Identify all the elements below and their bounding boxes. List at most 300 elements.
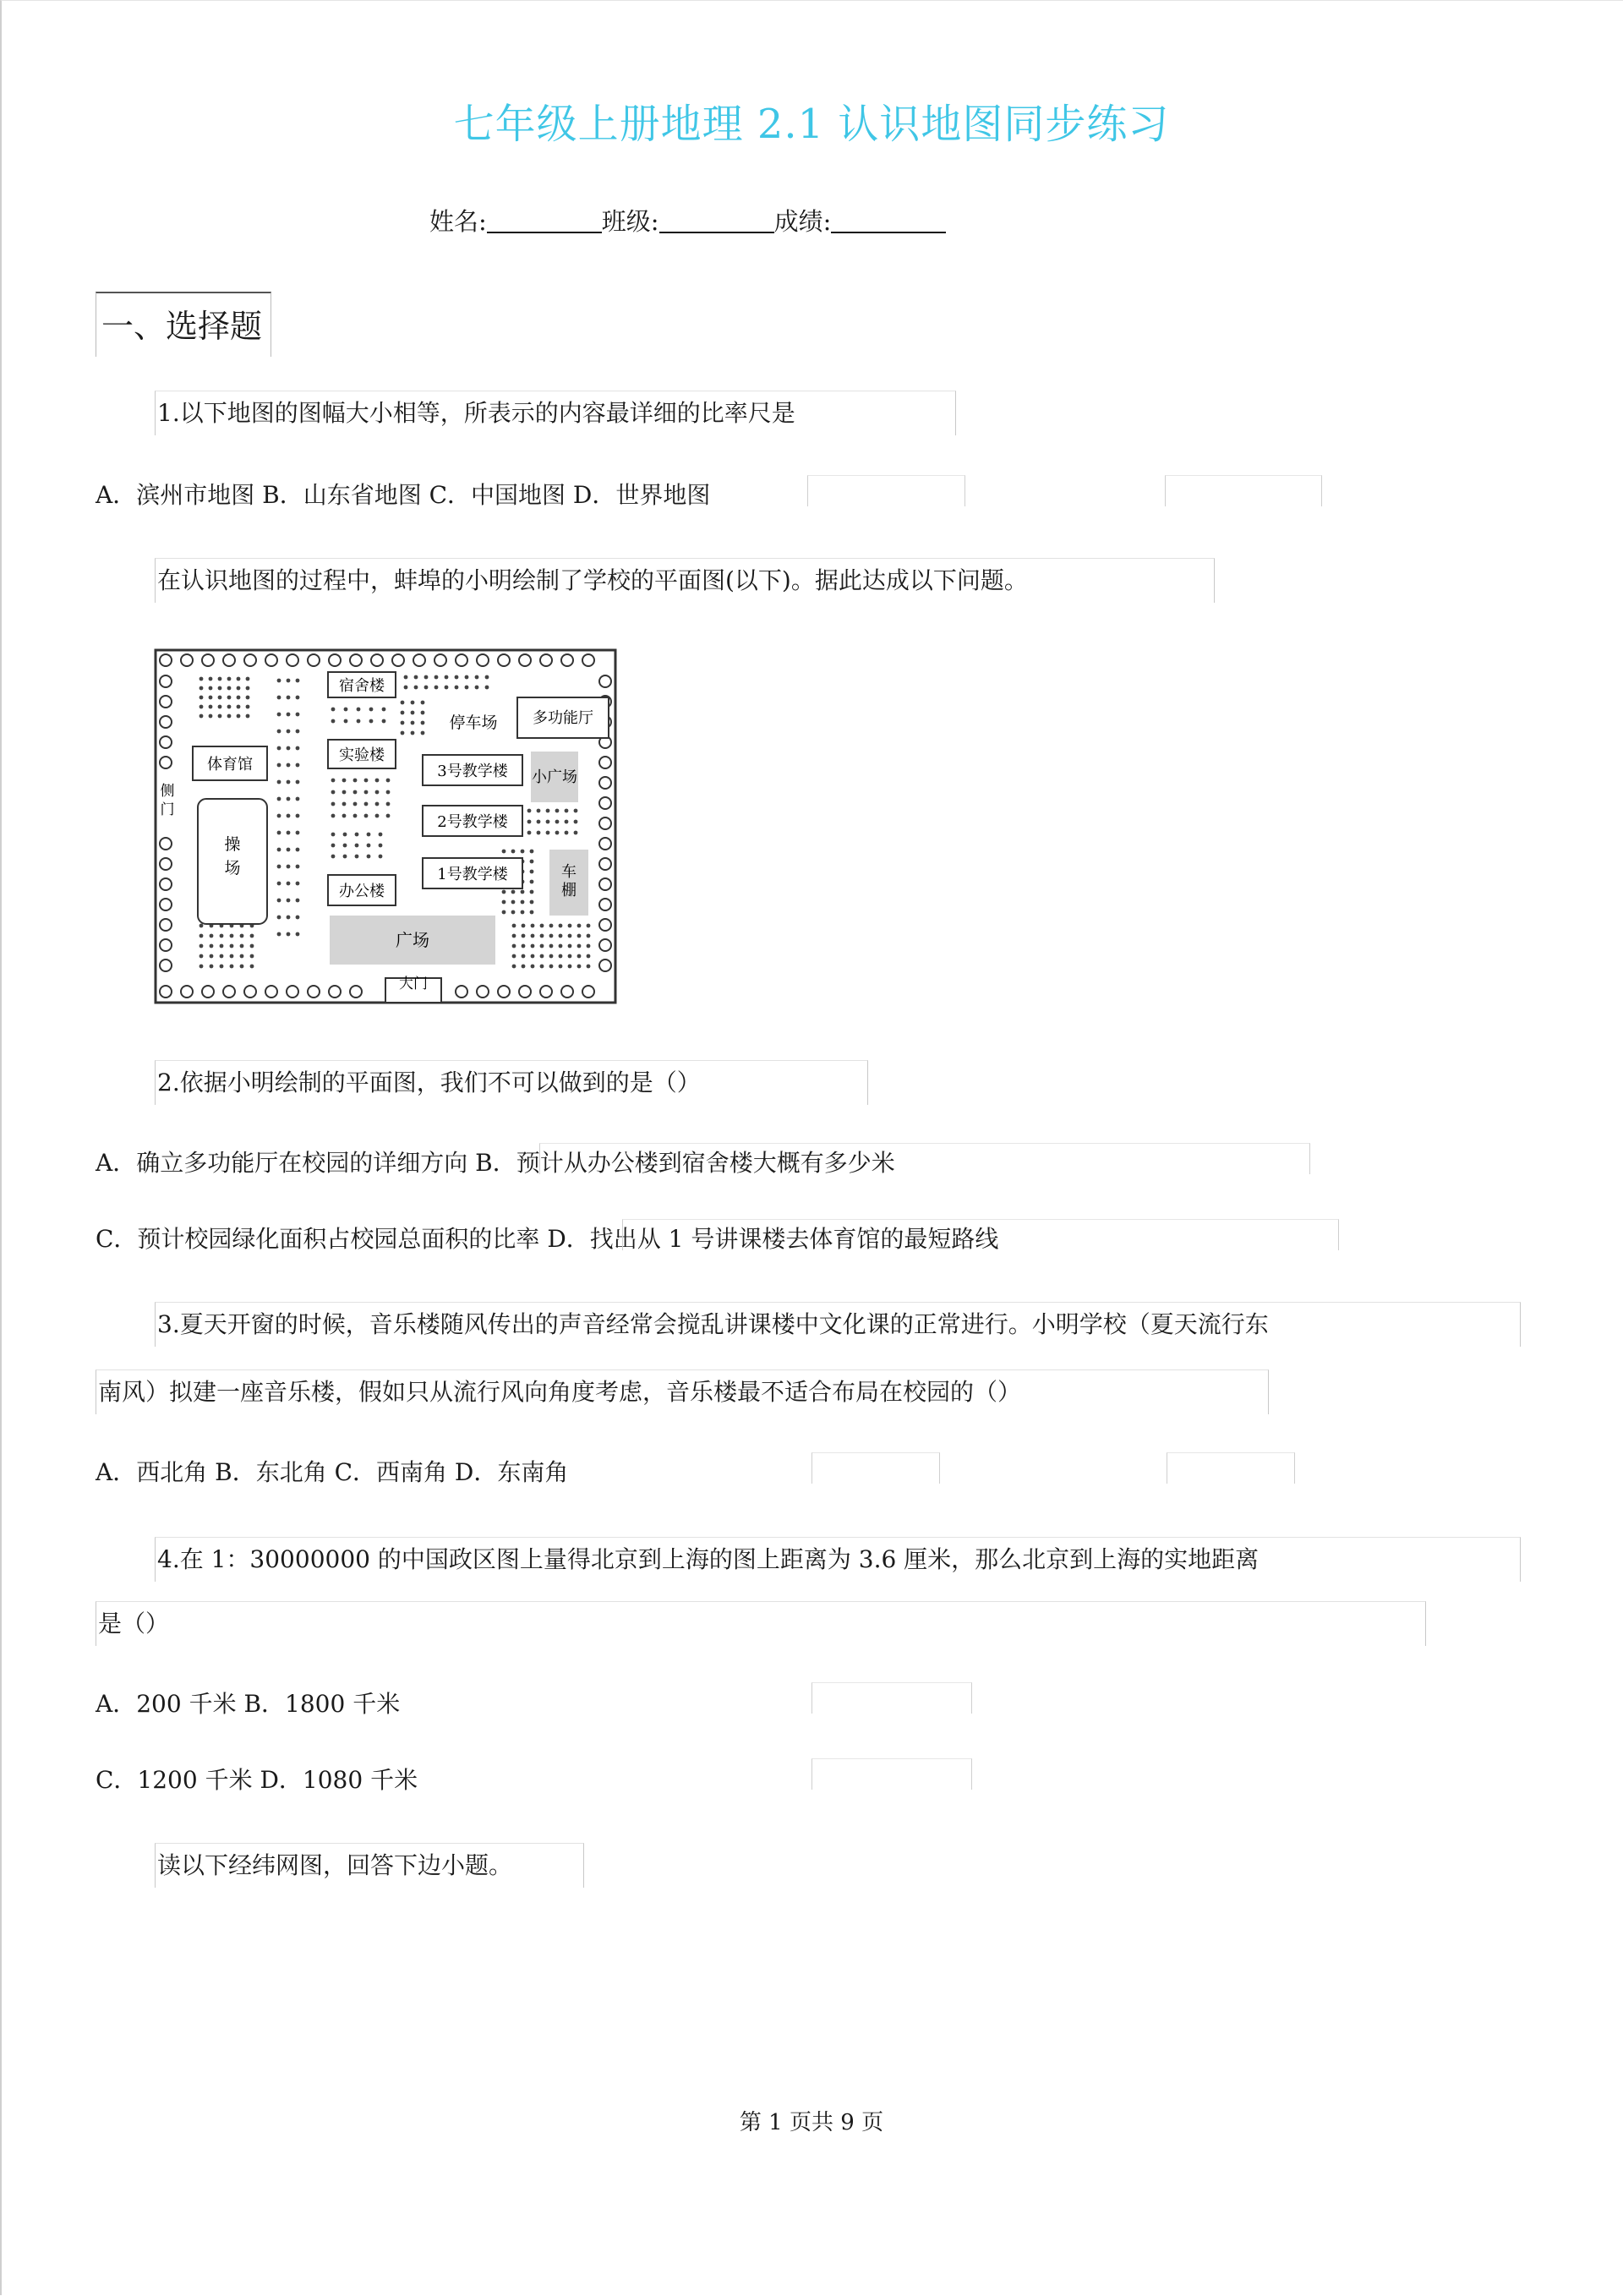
q4-options-cd: C．1200 千米 D．1080 千米: [96, 1766, 418, 1794]
shrub-dot: [531, 944, 535, 948]
shrub-dot: [220, 934, 224, 938]
tree-icon: [599, 939, 611, 951]
shrub-dot: [342, 779, 347, 783]
shrub-dot: [502, 910, 506, 915]
shrub-dot: [357, 719, 361, 724]
shrub-dot: [240, 965, 244, 969]
tree-icon: [434, 654, 446, 666]
shrub-dot: [218, 677, 222, 681]
shrub-dot: [369, 708, 374, 712]
shrub-dot: [424, 675, 429, 680]
shrub-dot: [379, 855, 383, 859]
tree-icon: [223, 986, 235, 998]
tree-icon: [582, 986, 594, 998]
shrub-dot: [296, 780, 300, 784]
shrub-dot: [364, 779, 369, 783]
shrub-dot: [199, 954, 204, 959]
ghost-box: [539, 1143, 1310, 1174]
shrub-dot: [230, 944, 234, 948]
ghost-box: [807, 475, 965, 506]
shrub-dot: [218, 696, 222, 700]
shrub-dot: [296, 865, 300, 869]
shrub-dot: [287, 848, 291, 852]
shrub-dot: [475, 686, 479, 690]
tree-icon: [561, 986, 573, 998]
q2-options-ab: A．确立多功能厅在校园的详细方向 B．预计从办公楼到宿舍楼大概有多少米: [96, 1149, 895, 1177]
shrub-dot: [568, 944, 572, 948]
shrub-dot: [230, 965, 234, 969]
shrub-dot: [287, 763, 291, 768]
shrub-dot: [512, 944, 516, 948]
shrub-dot: [559, 954, 563, 959]
shrub-dot: [522, 954, 526, 959]
shrub-dot: [357, 708, 361, 712]
shrub-dot: [530, 870, 534, 874]
tree-icon: [223, 654, 235, 666]
shrub-dot: [559, 924, 563, 928]
tree-icon: [498, 654, 510, 666]
shrub-dot: [331, 802, 336, 806]
shrub-dot: [530, 910, 534, 915]
shrub-dot: [287, 713, 291, 717]
tree-icon: [160, 736, 172, 748]
shrub-dot: [353, 802, 358, 806]
shrub-dot: [549, 934, 554, 938]
shrub-dot: [577, 944, 582, 948]
shrub-dot: [209, 686, 213, 691]
shrub-dot: [502, 850, 506, 854]
shrub-dot: [530, 900, 534, 905]
shrub-dot: [527, 809, 532, 813]
shrub-dot: [537, 831, 541, 835]
side-gate-label: 侧: [160, 783, 175, 800]
map-intro: 在认识地图的过程中，蚌埠的小明绘制了学校的平面图(以下)。据此达成以下问题。: [155, 558, 1215, 603]
tree-icon: [477, 986, 489, 998]
shrub-dot: [246, 686, 250, 691]
shrub-dot: [287, 831, 291, 835]
shrub-dot: [199, 924, 204, 928]
shrub-dot: [577, 965, 582, 969]
shrub-dot: [277, 899, 281, 903]
score-blank[interactable]: [831, 208, 946, 233]
shrub-dot: [344, 708, 348, 712]
tree-icon: [202, 986, 214, 998]
shrub-dot: [434, 675, 439, 680]
shrub-dot: [209, 677, 213, 681]
shrub-dot: [521, 910, 525, 915]
shrub-dot: [568, 965, 572, 969]
shrub-dot: [475, 675, 479, 680]
shrub-dot: [296, 797, 300, 801]
shrub-dot: [565, 809, 569, 813]
shrub-dot: [277, 865, 281, 869]
shrub-dot: [502, 890, 506, 894]
shrub-dot: [531, 934, 535, 938]
small-square-label: 小广场: [532, 768, 577, 786]
shrub-dot: [540, 934, 544, 938]
class-blank[interactable]: [659, 208, 774, 233]
main-gate-label: 大门: [399, 976, 428, 992]
shrub-dot: [386, 802, 391, 806]
shrub-dot: [577, 934, 582, 938]
tree-icon: [287, 986, 298, 998]
shrub-dot: [559, 934, 563, 938]
shrub-dot: [296, 882, 300, 886]
shrub-dot: [250, 954, 254, 959]
tree-icon: [329, 654, 341, 666]
shrub-dot: [210, 944, 214, 948]
shrub-dot: [240, 934, 244, 938]
shrub-dot: [549, 965, 554, 969]
shrub-dot: [240, 954, 244, 959]
tree-icon: [413, 654, 425, 666]
shrub-dot: [296, 763, 300, 768]
shrub-dot: [531, 954, 535, 959]
shrub-dot: [565, 820, 569, 824]
shrub-dot: [401, 721, 405, 725]
shrub-dot: [296, 932, 300, 937]
q4-options-ab: A．200 千米 B．1800 千米: [96, 1690, 401, 1718]
ghost-box: [1167, 1452, 1295, 1484]
shrub-dot: [199, 696, 204, 700]
shrub-dot: [277, 713, 281, 717]
tree-icon: [160, 696, 172, 708]
tree-icon: [599, 919, 611, 931]
shrub-dot: [404, 675, 408, 680]
shrub-dot: [287, 797, 291, 801]
shrub-dot: [521, 890, 525, 894]
shrub-dot: [522, 965, 526, 969]
shrub-dot: [199, 934, 204, 938]
tree-icon: [456, 986, 467, 998]
shrub-dot: [220, 944, 224, 948]
shrub-dot: [512, 924, 516, 928]
shrub-dot: [237, 677, 241, 681]
tree-icon: [160, 838, 172, 850]
shrub-dot: [577, 924, 582, 928]
tree-icon: [599, 777, 611, 789]
shrub-dot: [210, 954, 214, 959]
shrub-dot: [296, 831, 300, 835]
tree-icon: [160, 716, 172, 728]
tree-icon: [599, 757, 611, 768]
shrub-dot: [287, 932, 291, 937]
shrub-dot: [199, 677, 204, 681]
tree-icon: [350, 654, 362, 666]
shrub-dot: [230, 934, 234, 938]
shrub-dot: [455, 686, 459, 690]
shrub-dot: [421, 701, 425, 705]
shrub-dot: [546, 809, 550, 813]
shrub-dot: [210, 934, 214, 938]
shrub-dot: [199, 686, 204, 691]
shrub-dot: [218, 705, 222, 709]
shrub-dot: [546, 831, 550, 835]
shrub-dot: [343, 844, 347, 848]
shrub-dot: [411, 731, 415, 735]
shrub-dot: [364, 814, 369, 818]
shrub-dot: [296, 696, 300, 700]
shrub-dot: [531, 924, 535, 928]
shrub-dot: [246, 677, 250, 681]
shrub-dot: [401, 711, 405, 715]
shrub-dot: [530, 850, 534, 854]
shrub-dot: [237, 705, 241, 709]
shrub-dot: [296, 899, 300, 903]
shrub-dot: [411, 701, 415, 705]
q3-stem-line2: 南风）拟建一座音乐楼，假如只从流行风向角度考虑，音乐楼最不适合布局在校园的（）: [96, 1369, 1269, 1414]
shrub-dot: [414, 675, 418, 680]
tree-icon: [329, 986, 341, 998]
shrub-dot: [555, 809, 560, 813]
shrub-dot: [414, 686, 418, 690]
shrub-dot: [411, 711, 415, 715]
shrub-dot: [277, 814, 281, 818]
tree-icon: [582, 654, 594, 666]
side-gate-label: 门: [160, 801, 175, 818]
tree-icon: [540, 654, 552, 666]
shrub-dot: [531, 965, 535, 969]
shrub-dot: [331, 814, 336, 818]
office-label: 办公楼: [339, 883, 385, 900]
shrub-dot: [367, 833, 371, 837]
shrub-dot: [455, 675, 459, 680]
shrub-dot: [379, 833, 383, 837]
shrub-dot: [296, 814, 300, 818]
tree-icon: [371, 654, 383, 666]
tree-icon: [244, 654, 256, 666]
tree-icon: [160, 986, 172, 998]
shrub-dot: [511, 890, 516, 894]
shrub-dot: [364, 790, 369, 795]
shrub-dot: [375, 814, 380, 818]
shrub-dot: [287, 814, 291, 818]
shrub-dot: [296, 730, 300, 734]
bldg2-label: 2号教学楼: [437, 813, 508, 831]
shrub-dot: [512, 934, 516, 938]
tree-icon: [181, 986, 193, 998]
shrub-dot: [574, 831, 578, 835]
shrub-dot: [277, 746, 281, 751]
shrub-dot: [227, 705, 232, 709]
shrub-dot: [549, 944, 554, 948]
shrub-dot: [421, 731, 425, 735]
shrub-dot: [343, 855, 347, 859]
shrub-dot: [331, 779, 336, 783]
shrub-dot: [549, 924, 554, 928]
shrub-dot: [527, 831, 532, 835]
shrub-dot: [587, 954, 591, 959]
shrub-dot: [577, 954, 582, 959]
shrub-dot: [401, 731, 405, 735]
shrub-dot: [277, 780, 281, 784]
tree-icon: [160, 939, 172, 951]
shrub-dot: [537, 820, 541, 824]
tree-icon: [160, 878, 172, 890]
shrub-dot: [565, 831, 569, 835]
dorm-label: 宿舍楼: [339, 677, 385, 695]
tree-icon: [477, 654, 489, 666]
tree-icon: [519, 654, 531, 666]
shrub-dot: [540, 944, 544, 948]
shrub-dot: [587, 965, 591, 969]
tree-icon: [160, 654, 172, 666]
tree-icon: [540, 986, 552, 998]
shrub-dot: [511, 900, 516, 905]
shrub-dot: [540, 954, 544, 959]
lab-label: 实验楼: [339, 746, 385, 764]
shrub-dot: [342, 814, 347, 818]
shrub-dot: [344, 719, 348, 724]
shrub-dot: [559, 965, 563, 969]
shrub-dot: [287, 899, 291, 903]
ghost-box: [812, 1452, 940, 1484]
shrub-dot: [530, 890, 534, 894]
tree-icon: [160, 919, 172, 931]
shrub-dot: [343, 833, 347, 837]
shrub-dot: [511, 910, 516, 915]
shrub-dot: [375, 802, 380, 806]
shrub-dot: [540, 965, 544, 969]
student-info-line: [429, 203, 946, 238]
shrub-dot: [375, 790, 380, 795]
name-label: 姓名:: [429, 207, 487, 236]
shrub-dot: [521, 850, 525, 854]
shrub-dot: [587, 934, 591, 938]
shrub-dot: [331, 844, 336, 848]
shrub-dot: [296, 679, 300, 683]
shrub-dot: [342, 790, 347, 795]
q3-options: A．西北角 B．东北角 C．西南角 D．东南角: [96, 1458, 569, 1486]
tree-icon: [202, 654, 214, 666]
shrub-dot: [367, 855, 371, 859]
shrub-dot: [250, 934, 254, 938]
shrub-dot: [250, 944, 254, 948]
shrub-dot: [411, 721, 415, 725]
shrub-dot: [199, 965, 204, 969]
shrub-dot: [382, 719, 386, 724]
shrub-dot: [421, 721, 425, 725]
shrub-dot: [502, 900, 506, 905]
shrub-dot: [574, 809, 578, 813]
shrub-dot: [227, 677, 232, 681]
shrub-dot: [277, 763, 281, 768]
tree-icon: [599, 899, 611, 910]
shrub-dot: [382, 708, 386, 712]
shrub-dot: [277, 932, 281, 937]
shrub-dot: [199, 944, 204, 948]
shrub-dot: [277, 730, 281, 734]
q2-options-cd: C．预计校园绿化面积占校园总面积的比率 D．找出从 1 号讲课楼去体育馆的最短路线: [96, 1225, 999, 1253]
shrub-dot: [246, 696, 250, 700]
shrub-dot: [465, 686, 469, 690]
shrub-dot: [240, 944, 244, 948]
q2-stem: 2.依据小明绘制的平面图，我们不可以做到的是（）: [155, 1060, 868, 1105]
tree-icon: [181, 654, 193, 666]
page-title: 七年级上册地理 2.1 认识地图同步练习: [453, 101, 1170, 148]
shrub-dot: [277, 679, 281, 683]
q4-stem-line2: 是（）: [96, 1601, 1426, 1646]
tree-icon: [599, 858, 611, 870]
shrub-dot: [246, 714, 250, 719]
shrub-dot: [465, 675, 469, 680]
class-label: 班级:: [601, 207, 659, 236]
shrub-dot: [555, 831, 560, 835]
tree-icon: [287, 654, 298, 666]
shrub-dot: [485, 675, 489, 680]
shrub-dot: [522, 924, 526, 928]
q1-stem: 1.以下地图的图幅大小相等，所表示的内容最详细的比率尺是: [155, 391, 956, 435]
shrub-dot: [353, 814, 358, 818]
bike-shed-label: 棚: [561, 882, 577, 899]
shrub-dot: [230, 954, 234, 959]
shrub-dot: [218, 714, 222, 719]
shrub-dot: [386, 779, 391, 783]
tree-icon: [160, 675, 172, 687]
shrub-dot: [445, 686, 449, 690]
square-label: 广场: [396, 930, 429, 950]
shrub-dot: [421, 711, 425, 715]
shrub-dot: [209, 714, 213, 719]
playground-label: 操: [224, 835, 241, 854]
tree-icon: [599, 878, 611, 890]
shrub-dot: [424, 686, 429, 690]
shrub-dot: [277, 696, 281, 700]
tree-icon: [160, 757, 172, 768]
shrub-dot: [549, 954, 554, 959]
ghost-box: [812, 1682, 972, 1714]
shrub-dot: [355, 844, 359, 848]
shrub-dot: [511, 850, 516, 854]
shrub-dot: [331, 833, 336, 837]
shrub-dot: [331, 790, 336, 795]
shrub-dot: [210, 965, 214, 969]
shrub-dot: [386, 790, 391, 795]
shrub-dot: [287, 882, 291, 886]
tree-icon: [561, 654, 573, 666]
shrub-dot: [568, 934, 572, 938]
shrub-dot: [522, 944, 526, 948]
hall-label: 多功能厅: [533, 709, 593, 727]
shrub-dot: [342, 802, 347, 806]
ghost-box: [622, 1219, 1339, 1250]
shrub-dot: [287, 696, 291, 700]
shrub-dot: [445, 675, 449, 680]
section-heading: 一、选择题: [96, 292, 271, 357]
shrub-dot: [353, 790, 358, 795]
shrub-dot: [379, 844, 383, 848]
shrub-dot: [587, 924, 591, 928]
shrub-dot: [512, 954, 516, 959]
page-footer: 第 1 页共 9 页: [739, 2110, 884, 2135]
shrub-dot: [250, 965, 254, 969]
shrub-dot: [512, 965, 516, 969]
shrub-dot: [287, 730, 291, 734]
shrub-dot: [546, 820, 550, 824]
shrub-dot: [277, 797, 281, 801]
shrub-dot: [287, 865, 291, 869]
shrub-dot: [277, 916, 281, 920]
shrub-dot: [209, 705, 213, 709]
shrub-dot: [530, 880, 534, 884]
tree-icon: [265, 986, 277, 998]
name-blank[interactable]: [487, 208, 602, 233]
shrub-dot: [227, 696, 232, 700]
gym-label: 体育馆: [207, 756, 253, 774]
shrub-dot: [404, 686, 408, 690]
bldg3-label: 3号教学楼: [437, 763, 508, 780]
shrub-dot: [521, 900, 525, 905]
